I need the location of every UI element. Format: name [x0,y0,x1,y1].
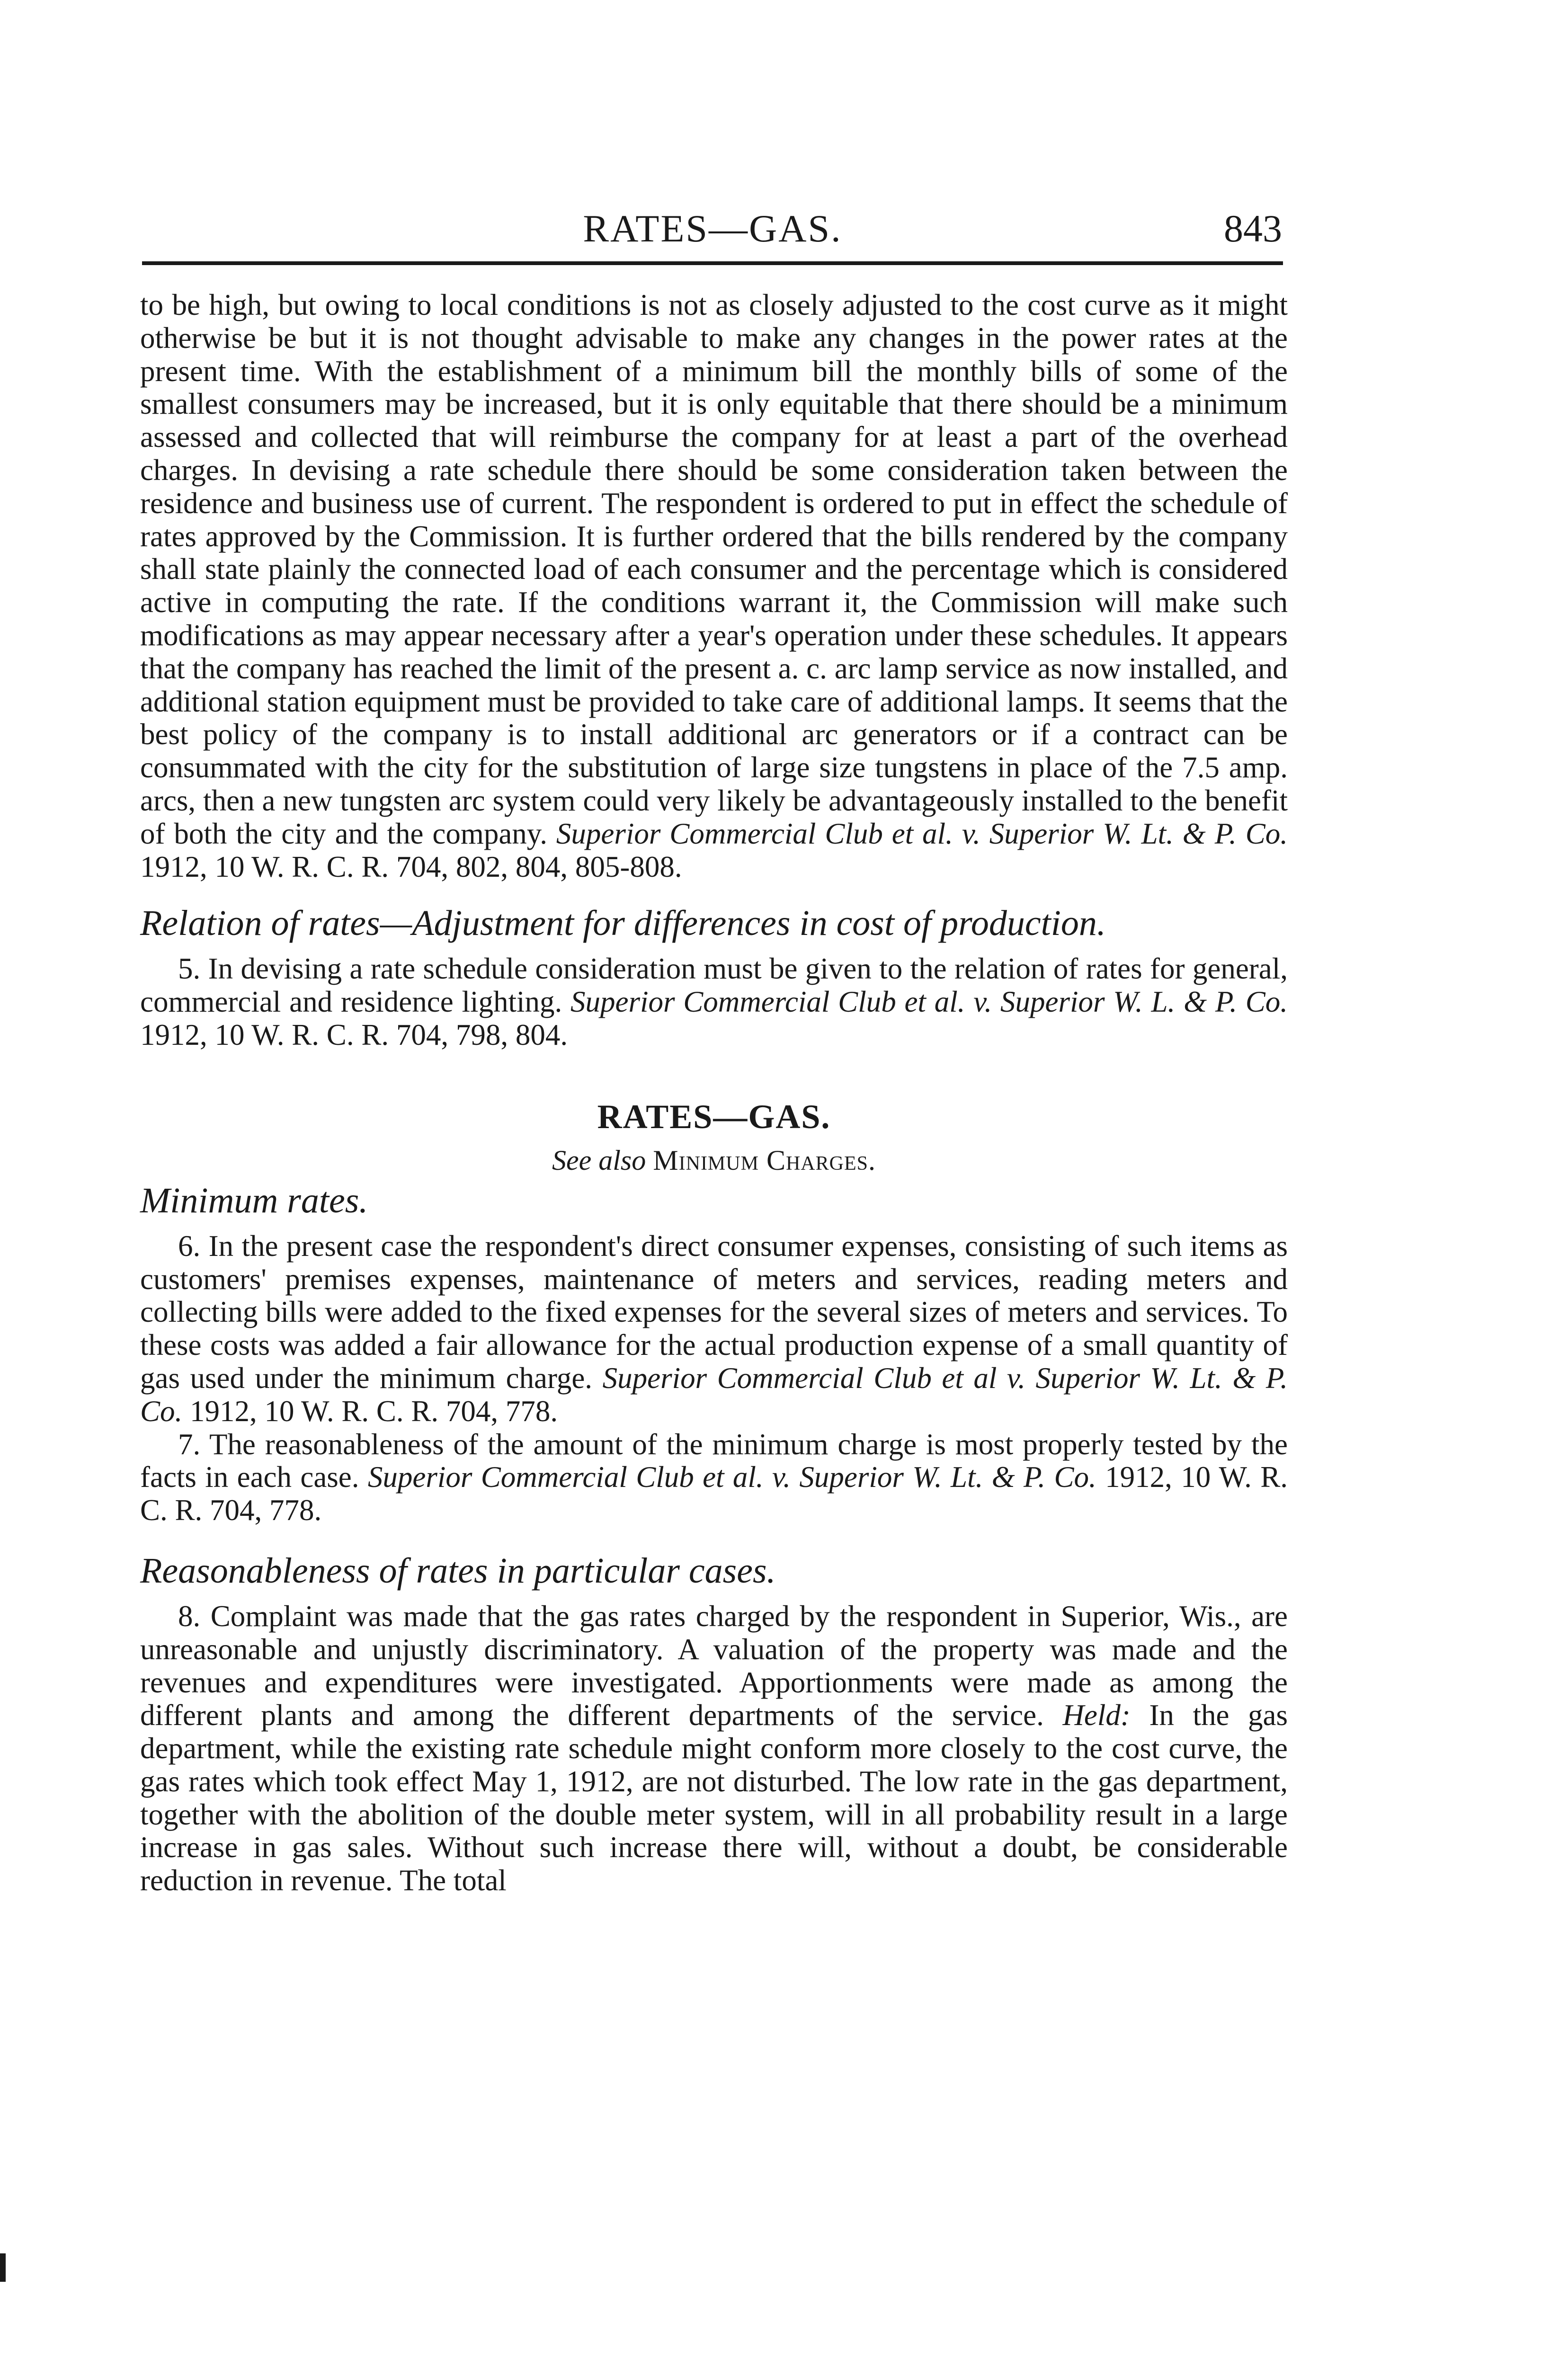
paragraph-text: 8. Complaint was made that the gas rates charged by the respondent in Superior, Wis., are unreasonable and unjustly discriminatory. A valuation of the property was made and the revenues and expenditures were investigated. Apportionments were made as among the different plants and among the different departments of the service. [140,1599,1288,1732]
case-citation: Superior Commercial Club et al. v. Superior W. L. & P. Co. [570,985,1288,1019]
paragraph-8 [140,1600,1288,1897]
subhead-relation-of-rates: Relation of rates—Adjustment for differences in cost of production. [140,903,1106,943]
paragraph-text: 7. The reasonableness of the amount of the minimum charge is most properly tested by the facts in each case. [140,1427,1288,1494]
see-also-prefix: See also [552,1144,646,1176]
continuation-paragraph [140,289,1288,883]
paragraph-text-continued: In the gas department, while the existing rate schedule might conform more closely to the cost curve, the gas rates which took effect May 1, 1912, are not disturbed. The low rate in the gas department, together with the abolition of the double meter system, will in all probability result in a large increase in gas sales. Without such increase there will, without a doubt, be considerable reduction in revenue. The total [140,1699,1288,1897]
paragraph-text: 5. In devising a rate schedule consideration must be given to the relation of rates for general, commercial and residence lighting. [140,952,1288,1019]
paragraph-text: to be high, but owing to local conditions is not as closely adjusted to the cost curve as it might otherwise be but it is not thought advisable to make any changes in the power rates at the present time. With the establishment of a minimum bill the monthly bills of some of the smallest consumers may be increased, but it is only equitable that there should be a minimum assessed and collected that will reimburse the company for at least a part of the overhead charges. In devising a rate schedule there should be some consideration taken between the residence and business use of current. The respondent is ordered to put in effect the schedule of rates approved by the Commission. It is further ordered that the bills rendered by the company shall state plainly the connected load of each consumer and the percentage which is considered active in computing the rate. If the conditions warrant it, the Commission will make such modifications as may appear necessary after a year's operation under these schedules. It appears that the company has reached the limit of the present a. c. arc lamp service as now installed, and additional station equipment must be provided to take care of additional lamps. It seems that the best policy of the company is to install additional arc generators or if a contract can be consummated with the city for the substitution of large size tungstens in place of the 7.5 amp. arcs, then a new tungsten arc system could very likely be advantageously installed to the benefit of both the city and the company. [140,288,1288,850]
case-citation: Superior Commercial Club et al. v. Superior W. Lt. & P. Co. [367,1460,1096,1494]
case-citation: Superior Commercial Club et al v. Superior W. Lt. & P. Co. [140,1361,1288,1428]
case-reference: 1912, 10 W. R. C. R. 704, 802, 804, 805-808. [140,850,682,883]
case-reference: 1912, 10 W. R. C. R. 704, 798, 804. [140,1018,568,1051]
running-head: RATES—GAS. [583,207,842,250]
section-heading: RATES—GAS. [597,1097,831,1136]
held-label: Held: [1062,1699,1131,1732]
page-number: 843 [1224,207,1282,250]
paragraph-6 [140,1230,1288,1428]
paragraph-text: 6. In the present case the respondent's direct consumer expenses, consisting of such items as customers' premises expenses, maintenance of meters and services, reading meters and collecting bills were added to the fixed expenses for the several sizes of meters and services. To these costs was added a fair allowance for the actual production expense of a small quantity of gas used under the minimum charge. [140,1229,1288,1395]
subhead-reasonableness: Reasonableness of rates in particular cases. [140,1550,776,1591]
page-header [142,203,1283,259]
page-body [140,289,1288,1897]
case-reference: 1912, 10 W. R. C. R. 704, 778. [190,1394,558,1428]
see-also-line [140,1142,1288,1179]
paragraph-5 [140,952,1288,1051]
see-also-reference: Minimum Charges. [653,1144,876,1176]
case-reference: 1912, 10 W. R. C. R. 704, 778. [140,1460,1288,1527]
case-citation: Superior Commercial Club et al. v. Superior W. Lt. & P. Co. [556,817,1288,850]
header-rule [142,261,1283,265]
scan-edge-mark [0,2253,6,2282]
subhead-minimum-rates: Minimum rates. [140,1180,368,1220]
paragraph-7 [140,1428,1288,1527]
